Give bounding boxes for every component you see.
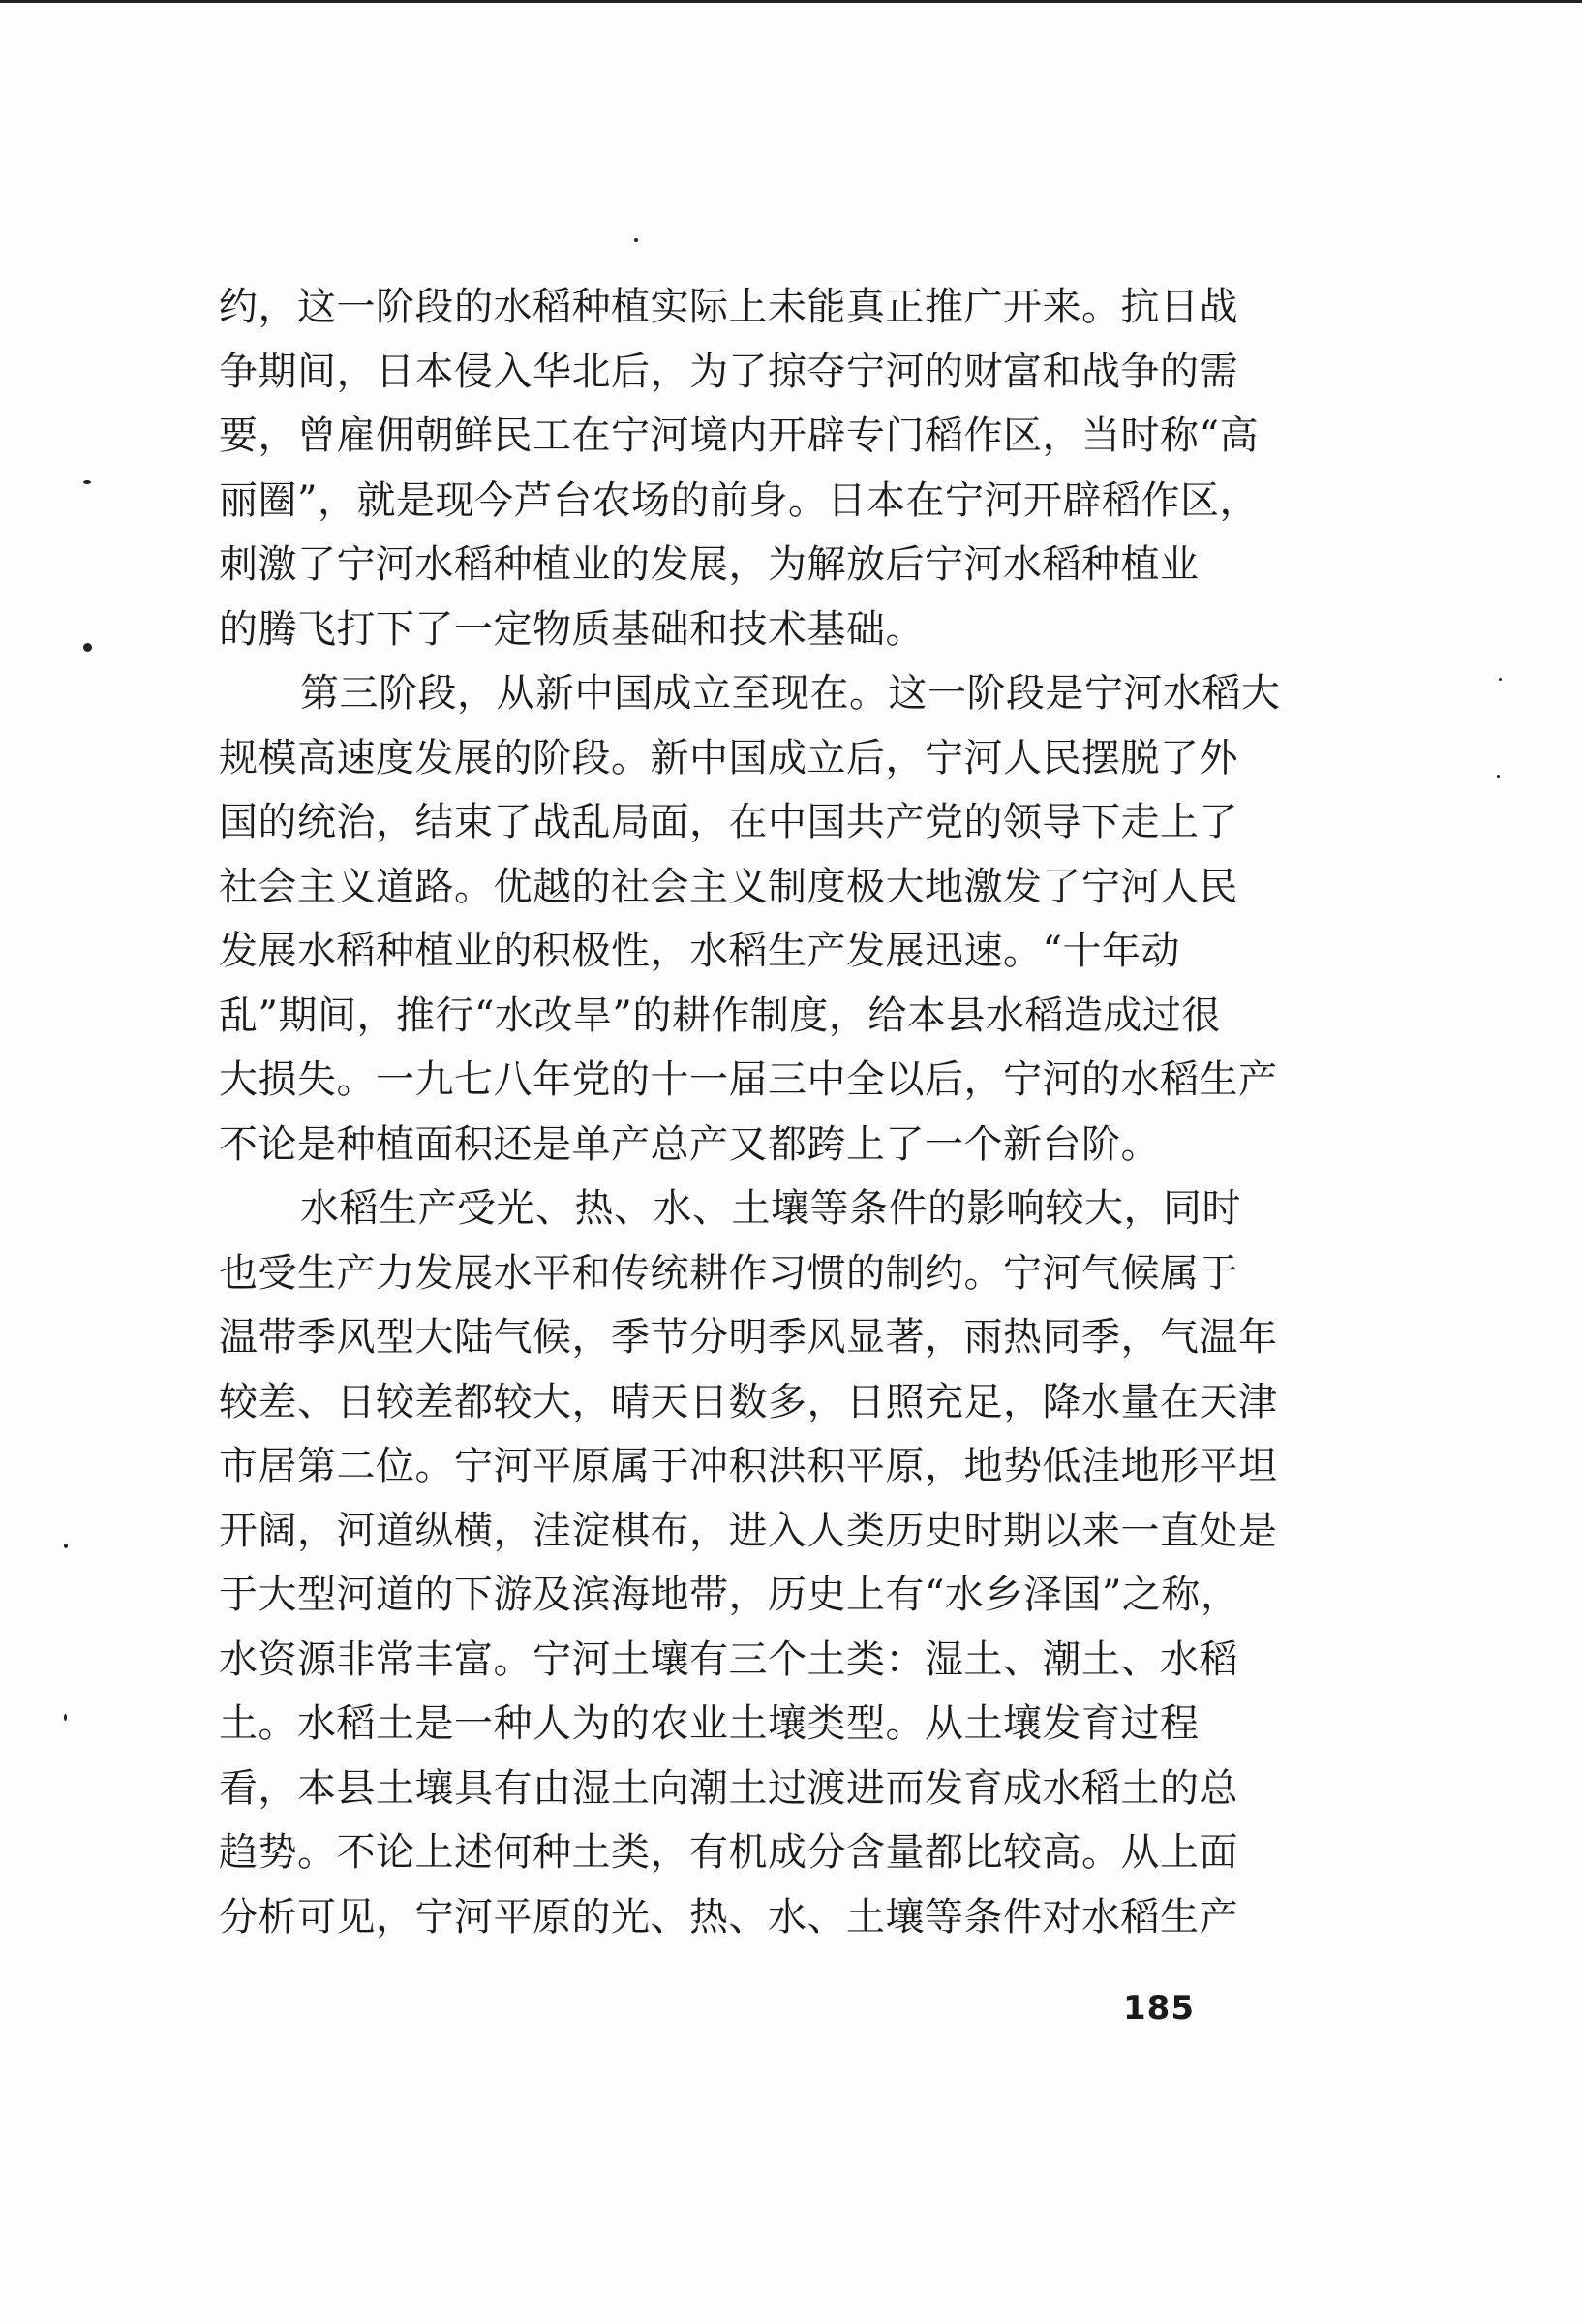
text-line: 于大型河道的下游及滨海地带，历史上有“水乡泽国”之称， bbox=[219, 1573, 1240, 1617]
text-line: 要，曾雇佣朝鲜民工在宁河境内开辟专门稻作区，当时称“高 bbox=[219, 413, 1259, 458]
text-line: 市居第二位。宁河平原属于冲积洪积平原，地势低洼地形平坦 bbox=[219, 1444, 1278, 1488]
text-line: 不论是种植面积还是单产总产又都跨上了一个新台阶。 bbox=[219, 1121, 1160, 1167]
text-line: 规模高速度发展的阶段。新中国成立后，宁河人民摆脱了外 bbox=[219, 735, 1238, 780]
scan-top-edge bbox=[0, 0, 1582, 3]
text-line: 看，本县土壤具有由湿土向潮土过渡进而发育成水稻土的总 bbox=[219, 1765, 1238, 1811]
text-line: 温带季风型大陆气候，季节分明季风显著，雨热同季，气温年 bbox=[219, 1315, 1278, 1360]
scan-speck bbox=[83, 643, 92, 652]
scan-speck bbox=[1499, 678, 1502, 681]
text-line: 第三阶段，从新中国成立至现在。这一阶段是宁河水稻大 bbox=[300, 671, 1281, 716]
text-line: 约，这一阶段的水稻种植实际上未能真正推广开来。抗日战 bbox=[219, 285, 1238, 329]
text-line: 乱”期间，推行“水改旱”的耕作制度，给本县水稻造成过很 bbox=[219, 993, 1221, 1038]
scan-speck bbox=[83, 480, 91, 484]
scan-speck bbox=[634, 238, 638, 242]
scan-speck bbox=[64, 1544, 68, 1548]
text-line: 社会主义道路。优越的社会主义制度极大地激发了宁河人民 bbox=[219, 864, 1238, 909]
text-line: 较差、日较差都较大，晴天日数多，日照充足，降水量在天津 bbox=[219, 1379, 1278, 1424]
text-line: 的腾飞打下了一定物质基础和技术基础。 bbox=[219, 606, 925, 652]
text-line: 水资源非常丰富。宁河土壤有三个土类：湿土、潮土、水稻 bbox=[219, 1636, 1238, 1682]
text-line: 发展水稻种植业的积极性，水稻生产发展迅速。“十年动 bbox=[219, 929, 1180, 973]
page-number: 185 bbox=[1123, 1989, 1195, 2028]
scan-speck bbox=[1497, 775, 1500, 778]
text-line: 大损失。一九七八年党的十一届三中全以后，宁河的水稻生产 bbox=[219, 1057, 1278, 1102]
text-line: 丽圈”，就是现今芦台农场的前身。日本在宁河开辟稻作区， bbox=[219, 477, 1259, 523]
text-line: 水稻生产受光、热、水、土壤等条件的影响较大，同时 bbox=[300, 1186, 1241, 1231]
text-line: 也受生产力发展水平和传统耕作习惯的制约。宁河气候属于 bbox=[219, 1250, 1238, 1296]
scan-speck bbox=[64, 1714, 67, 1721]
body-text bbox=[219, 275, 1313, 1949]
text-line: 开阔，河道纵横，洼淀棋布，进入人类历史时期以来一直处是 bbox=[219, 1508, 1278, 1553]
text-line: 国的统治，结束了战乱局面，在中国共产党的领导下走上了 bbox=[219, 800, 1238, 844]
text-line: 土。水稻土是一种人为的农业土壤类型。从土壤发育过程 bbox=[219, 1701, 1200, 1746]
text-line: 分析可见，宁河平原的光、热、水、土壤等条件对水稻生产 bbox=[219, 1894, 1238, 1940]
text-line: 争期间，日本侵入华北后，为了掠夺宁河的财富和战争的需 bbox=[219, 349, 1238, 394]
text-line: 趋势。不论上述何种土类，有机成分含量都比较高。从上面 bbox=[219, 1830, 1238, 1875]
text-line: 刺激了宁河水稻种植业的发展，为解放后宁河水稻种植业 bbox=[219, 542, 1200, 587]
